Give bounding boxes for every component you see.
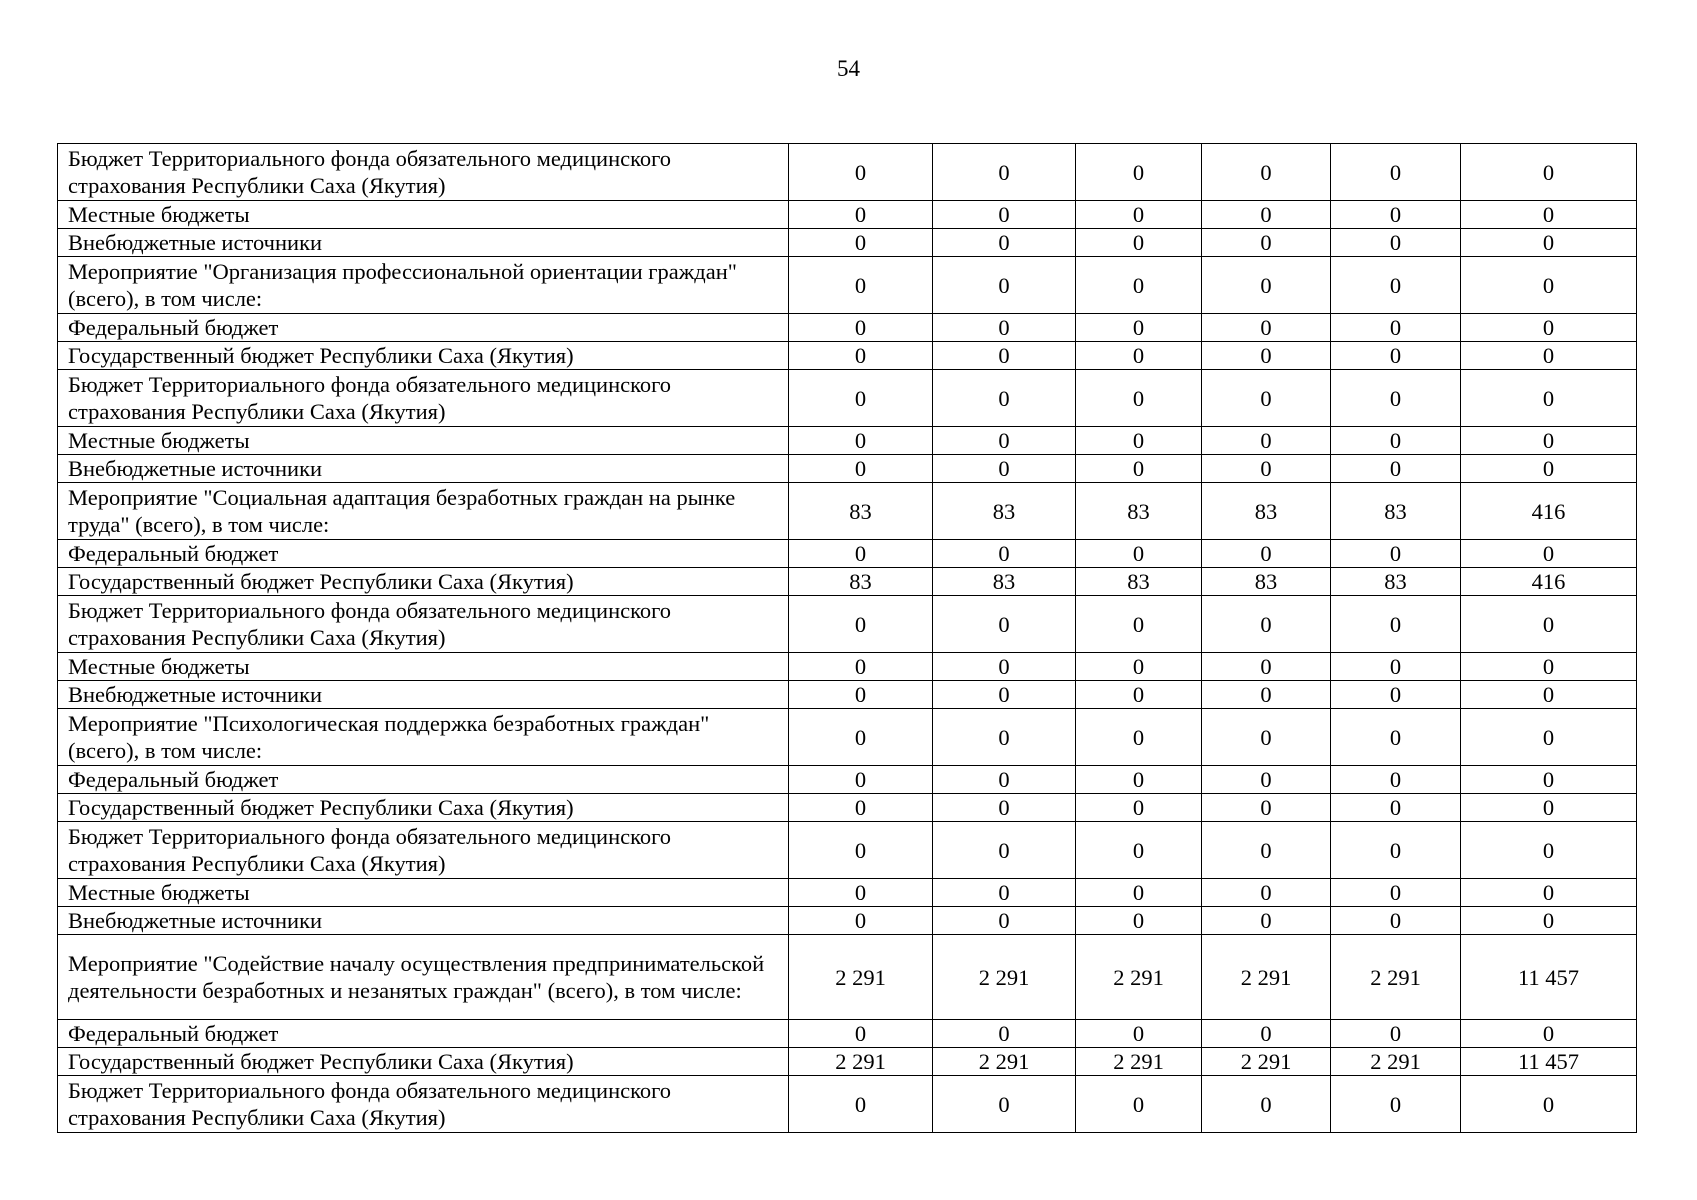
value-cell: 0 bbox=[1202, 1076, 1331, 1133]
value-cell: 2 291 bbox=[1076, 935, 1202, 1020]
value-cell: 0 bbox=[1076, 907, 1202, 935]
value-cell: 0 bbox=[789, 822, 933, 879]
value-cell: 0 bbox=[1202, 427, 1331, 455]
value-cell: 2 291 bbox=[1331, 1048, 1461, 1076]
table-row bbox=[58, 455, 1637, 483]
value-cell: 11 457 bbox=[1461, 1048, 1637, 1076]
row-label: Бюджет Территориального фонда обязательного медицинского страхования Республики Саха (Якутия) bbox=[58, 596, 789, 653]
value-cell: 0 bbox=[933, 257, 1076, 314]
row-label: Мероприятие "Организация профессиональной ориентации граждан" (всего), в том числе: bbox=[58, 257, 789, 314]
value-cell: 0 bbox=[1331, 709, 1461, 766]
value-cell: 0 bbox=[789, 201, 933, 229]
value-cell: 0 bbox=[1076, 653, 1202, 681]
table-row bbox=[58, 540, 1637, 568]
value-cell: 0 bbox=[1461, 455, 1637, 483]
table-row bbox=[58, 596, 1637, 653]
value-cell: 0 bbox=[1331, 596, 1461, 653]
value-cell: 0 bbox=[1076, 314, 1202, 342]
value-cell: 0 bbox=[1076, 455, 1202, 483]
table-row bbox=[58, 653, 1637, 681]
row-label: Мероприятие "Социальная адаптация безработных граждан на рынке труда" (всего), в том числе: bbox=[58, 483, 789, 540]
row-label: Бюджет Территориального фонда обязательного медицинского страхования Республики Саха (Якутия) bbox=[58, 370, 789, 427]
table-row bbox=[58, 822, 1637, 879]
row-label: Мероприятие "Содействие началу осуществления предпринимательской деятельности безработных и незанятых граждан" (всего), в том числе: bbox=[58, 935, 789, 1020]
value-cell: 0 bbox=[933, 427, 1076, 455]
value-cell: 2 291 bbox=[1076, 1048, 1202, 1076]
value-cell: 0 bbox=[789, 653, 933, 681]
table-row bbox=[58, 229, 1637, 257]
value-cell: 0 bbox=[1331, 201, 1461, 229]
row-label: Бюджет Территориального фонда обязательного медицинского страхования Республики Саха (Якутия) bbox=[58, 822, 789, 879]
value-cell: 0 bbox=[1461, 1076, 1637, 1133]
value-cell: 0 bbox=[789, 907, 933, 935]
value-cell: 0 bbox=[933, 822, 1076, 879]
table-row bbox=[58, 879, 1637, 907]
value-cell: 0 bbox=[1202, 229, 1331, 257]
value-cell: 0 bbox=[1076, 144, 1202, 201]
value-cell: 0 bbox=[1461, 342, 1637, 370]
row-label: Бюджет Территориального фонда обязательного медицинского страхования Республики Саха (Якутия) bbox=[58, 1076, 789, 1133]
table-row bbox=[58, 794, 1637, 822]
table-row bbox=[58, 1076, 1637, 1133]
value-cell: 0 bbox=[1202, 681, 1331, 709]
row-label: Государственный бюджет Республики Саха (Якутия) bbox=[58, 794, 789, 822]
value-cell: 0 bbox=[1331, 314, 1461, 342]
value-cell: 0 bbox=[1076, 596, 1202, 653]
value-cell: 0 bbox=[933, 370, 1076, 427]
value-cell: 0 bbox=[933, 879, 1076, 907]
row-label: Государственный бюджет Республики Саха (Якутия) bbox=[58, 568, 789, 596]
table-row bbox=[58, 568, 1637, 596]
value-cell: 0 bbox=[1202, 540, 1331, 568]
value-cell: 0 bbox=[789, 427, 933, 455]
value-cell: 0 bbox=[1202, 766, 1331, 794]
row-label: Бюджет Территориального фонда обязательного медицинского страхования Республики Саха (Якутия) bbox=[58, 144, 789, 201]
value-cell: 83 bbox=[1202, 483, 1331, 540]
value-cell: 0 bbox=[789, 342, 933, 370]
value-cell: 0 bbox=[1202, 907, 1331, 935]
table-row bbox=[58, 314, 1637, 342]
value-cell: 0 bbox=[933, 1020, 1076, 1048]
value-cell: 0 bbox=[933, 144, 1076, 201]
table-row bbox=[58, 201, 1637, 229]
value-cell: 0 bbox=[1076, 879, 1202, 907]
value-cell: 0 bbox=[789, 314, 933, 342]
value-cell: 83 bbox=[1076, 568, 1202, 596]
value-cell: 0 bbox=[1331, 1076, 1461, 1133]
row-label: Федеральный бюджет bbox=[58, 314, 789, 342]
value-cell: 0 bbox=[789, 1076, 933, 1133]
value-cell: 0 bbox=[1461, 427, 1637, 455]
value-cell: 0 bbox=[933, 794, 1076, 822]
value-cell: 416 bbox=[1461, 568, 1637, 596]
value-cell: 0 bbox=[933, 1076, 1076, 1133]
value-cell: 0 bbox=[1331, 229, 1461, 257]
row-label: Внебюджетные источники bbox=[58, 907, 789, 935]
table-row bbox=[58, 370, 1637, 427]
value-cell: 0 bbox=[1076, 257, 1202, 314]
value-cell: 0 bbox=[1202, 257, 1331, 314]
value-cell: 0 bbox=[1331, 681, 1461, 709]
value-cell: 0 bbox=[933, 342, 1076, 370]
value-cell: 0 bbox=[933, 766, 1076, 794]
table-row bbox=[58, 766, 1637, 794]
value-cell: 0 bbox=[1202, 201, 1331, 229]
value-cell: 0 bbox=[933, 201, 1076, 229]
value-cell: 11 457 bbox=[1461, 935, 1637, 1020]
value-cell: 0 bbox=[1331, 879, 1461, 907]
value-cell: 0 bbox=[1076, 540, 1202, 568]
value-cell: 0 bbox=[1331, 257, 1461, 314]
value-cell: 0 bbox=[1076, 229, 1202, 257]
value-cell: 0 bbox=[933, 540, 1076, 568]
row-label: Местные бюджеты bbox=[58, 427, 789, 455]
value-cell: 0 bbox=[789, 681, 933, 709]
value-cell: 2 291 bbox=[1331, 935, 1461, 1020]
value-cell: 2 291 bbox=[789, 1048, 933, 1076]
row-label: Федеральный бюджет bbox=[58, 1020, 789, 1048]
row-label: Местные бюджеты bbox=[58, 879, 789, 907]
table-row bbox=[58, 483, 1637, 540]
value-cell: 0 bbox=[1202, 314, 1331, 342]
value-cell: 2 291 bbox=[1202, 1048, 1331, 1076]
value-cell: 0 bbox=[1202, 822, 1331, 879]
value-cell: 0 bbox=[1461, 653, 1637, 681]
table-row bbox=[58, 427, 1637, 455]
value-cell: 0 bbox=[1076, 201, 1202, 229]
value-cell: 416 bbox=[1461, 483, 1637, 540]
value-cell: 0 bbox=[1076, 822, 1202, 879]
value-cell: 0 bbox=[789, 709, 933, 766]
value-cell: 0 bbox=[789, 257, 933, 314]
row-label: Мероприятие "Психологическая поддержка безработных граждан" (всего), в том числе: bbox=[58, 709, 789, 766]
row-label: Государственный бюджет Республики Саха (Якутия) bbox=[58, 342, 789, 370]
value-cell: 0 bbox=[1461, 822, 1637, 879]
value-cell: 0 bbox=[789, 879, 933, 907]
value-cell: 0 bbox=[1331, 370, 1461, 427]
value-cell: 0 bbox=[1076, 709, 1202, 766]
row-label: Государственный бюджет Республики Саха (Якутия) bbox=[58, 1048, 789, 1076]
value-cell: 0 bbox=[933, 596, 1076, 653]
value-cell: 83 bbox=[933, 483, 1076, 540]
row-label: Местные бюджеты bbox=[58, 653, 789, 681]
value-cell: 0 bbox=[1461, 314, 1637, 342]
value-cell: 0 bbox=[1331, 822, 1461, 879]
value-cell: 0 bbox=[1461, 681, 1637, 709]
table-row bbox=[58, 1020, 1637, 1048]
value-cell: 0 bbox=[1331, 794, 1461, 822]
value-cell: 0 bbox=[933, 709, 1076, 766]
value-cell: 0 bbox=[1461, 201, 1637, 229]
value-cell: 0 bbox=[1202, 879, 1331, 907]
value-cell: 0 bbox=[1076, 342, 1202, 370]
value-cell: 0 bbox=[789, 229, 933, 257]
value-cell: 0 bbox=[1331, 455, 1461, 483]
value-cell: 0 bbox=[1331, 540, 1461, 568]
value-cell: 0 bbox=[1076, 370, 1202, 427]
value-cell: 0 bbox=[1076, 1020, 1202, 1048]
value-cell: 0 bbox=[1461, 257, 1637, 314]
value-cell: 0 bbox=[789, 766, 933, 794]
value-cell: 0 bbox=[1331, 342, 1461, 370]
page-number: 54 bbox=[837, 56, 860, 81]
value-cell: 2 291 bbox=[933, 935, 1076, 1020]
value-cell: 83 bbox=[933, 568, 1076, 596]
value-cell: 0 bbox=[789, 596, 933, 653]
value-cell: 0 bbox=[1331, 907, 1461, 935]
row-label: Внебюджетные источники bbox=[58, 455, 789, 483]
value-cell: 0 bbox=[933, 681, 1076, 709]
value-cell: 0 bbox=[1461, 1020, 1637, 1048]
value-cell: 83 bbox=[1331, 483, 1461, 540]
value-cell: 0 bbox=[1331, 144, 1461, 201]
value-cell: 0 bbox=[1202, 342, 1331, 370]
row-label: Внебюджетные источники bbox=[58, 229, 789, 257]
value-cell: 0 bbox=[1461, 144, 1637, 201]
value-cell: 0 bbox=[1331, 653, 1461, 681]
value-cell: 0 bbox=[1202, 794, 1331, 822]
value-cell: 0 bbox=[789, 540, 933, 568]
value-cell: 0 bbox=[1202, 1020, 1331, 1048]
value-cell: 83 bbox=[789, 483, 933, 540]
value-cell: 0 bbox=[1202, 596, 1331, 653]
value-cell: 0 bbox=[1202, 144, 1331, 201]
value-cell: 0 bbox=[789, 794, 933, 822]
table-row bbox=[58, 907, 1637, 935]
budget-table bbox=[57, 143, 1637, 1133]
value-cell: 0 bbox=[933, 653, 1076, 681]
value-cell: 2 291 bbox=[1202, 935, 1331, 1020]
value-cell: 2 291 bbox=[933, 1048, 1076, 1076]
row-label: Федеральный бюджет bbox=[58, 540, 789, 568]
value-cell: 83 bbox=[1331, 568, 1461, 596]
value-cell: 0 bbox=[1202, 653, 1331, 681]
value-cell: 0 bbox=[1076, 681, 1202, 709]
value-cell: 0 bbox=[1461, 229, 1637, 257]
value-cell: 0 bbox=[1076, 794, 1202, 822]
value-cell: 0 bbox=[1461, 794, 1637, 822]
value-cell: 0 bbox=[933, 314, 1076, 342]
value-cell: 0 bbox=[1331, 427, 1461, 455]
value-cell: 0 bbox=[1202, 455, 1331, 483]
table-row bbox=[58, 681, 1637, 709]
value-cell: 0 bbox=[1461, 709, 1637, 766]
value-cell: 0 bbox=[1076, 1076, 1202, 1133]
table-row bbox=[58, 342, 1637, 370]
value-cell: 0 bbox=[933, 907, 1076, 935]
row-label: Федеральный бюджет bbox=[58, 766, 789, 794]
value-cell: 0 bbox=[789, 370, 933, 427]
value-cell: 0 bbox=[1076, 427, 1202, 455]
value-cell: 0 bbox=[1331, 766, 1461, 794]
value-cell: 0 bbox=[933, 455, 1076, 483]
row-label: Местные бюджеты bbox=[58, 201, 789, 229]
table-row bbox=[58, 935, 1637, 1020]
table-body bbox=[58, 144, 1637, 1133]
value-cell: 0 bbox=[1202, 709, 1331, 766]
value-cell: 0 bbox=[1331, 1020, 1461, 1048]
value-cell: 0 bbox=[789, 1020, 933, 1048]
table-row bbox=[58, 144, 1637, 201]
table-row bbox=[58, 257, 1637, 314]
value-cell: 0 bbox=[1461, 540, 1637, 568]
table-row bbox=[58, 709, 1637, 766]
value-cell: 0 bbox=[1461, 766, 1637, 794]
value-cell: 83 bbox=[1076, 483, 1202, 540]
value-cell: 0 bbox=[1461, 596, 1637, 653]
table-row bbox=[58, 1048, 1637, 1076]
value-cell: 0 bbox=[1202, 370, 1331, 427]
value-cell: 0 bbox=[789, 455, 933, 483]
value-cell: 0 bbox=[789, 144, 933, 201]
row-label: Внебюджетные источники bbox=[58, 681, 789, 709]
value-cell: 2 291 bbox=[789, 935, 933, 1020]
value-cell: 83 bbox=[789, 568, 933, 596]
value-cell: 83 bbox=[1202, 568, 1331, 596]
value-cell: 0 bbox=[1461, 370, 1637, 427]
value-cell: 0 bbox=[933, 229, 1076, 257]
value-cell: 0 bbox=[1076, 766, 1202, 794]
value-cell: 0 bbox=[1461, 879, 1637, 907]
value-cell: 0 bbox=[1461, 907, 1637, 935]
